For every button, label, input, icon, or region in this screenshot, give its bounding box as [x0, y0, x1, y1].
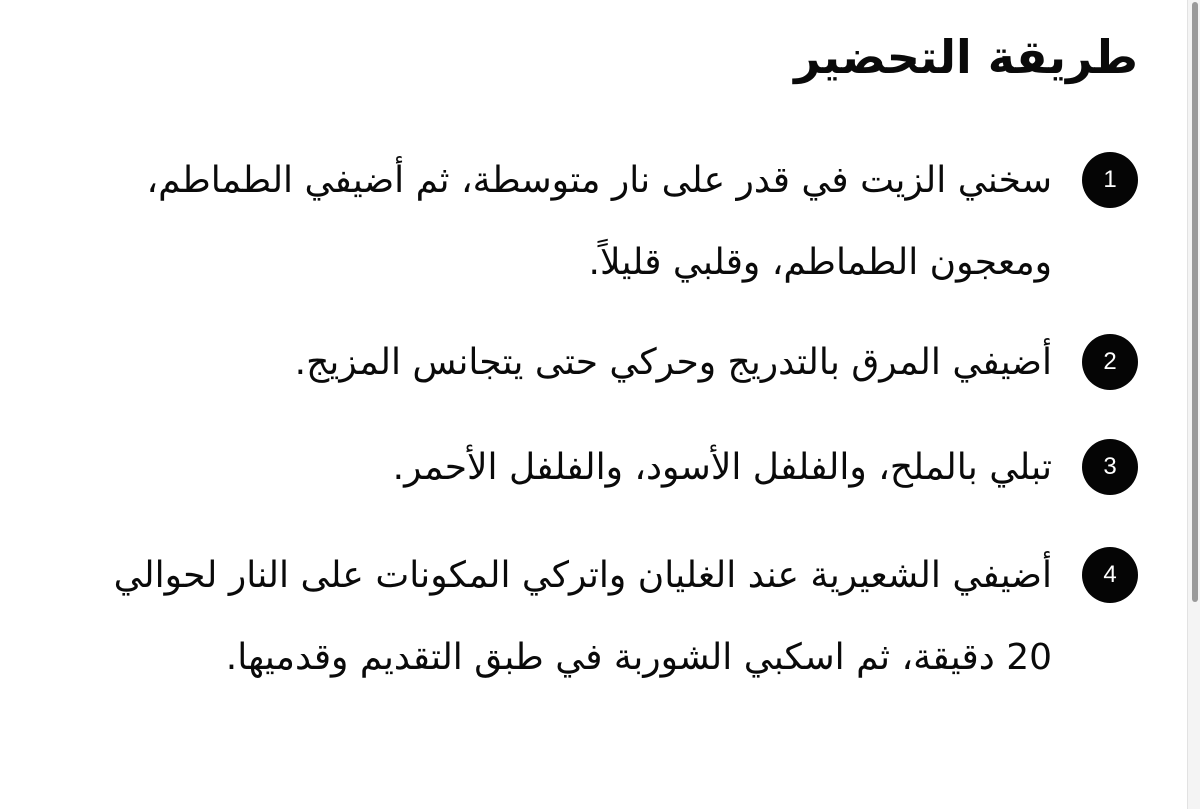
- step-number-badge: 1: [1082, 152, 1138, 208]
- step-number-badge: 3: [1082, 439, 1138, 495]
- step-number-badge: 4: [1082, 547, 1138, 603]
- vertical-scrollbar[interactable]: [1187, 0, 1200, 809]
- step-text: أضيفي الشعيرية عند الغليان واتركي المكونات على النار لحوالي 20 دقيقة، ثم اسكبي الشوربة في طبق التقديم وقدميها.: [113, 555, 1052, 678]
- step-text: سخني الزيت في قدر على نار متوسطة، ثم أضيفي الطماطم، ومعجون الطماطم، وقلبي قليلاً.: [146, 160, 1052, 283]
- step-item: [108, 334, 1138, 404]
- step-number-badge: 2: [1082, 334, 1138, 390]
- step-text: تبلي بالملح، والفلفل الأسود، والفلفل الأحمر.: [392, 447, 1052, 488]
- scrollbar-thumb[interactable]: [1192, 2, 1198, 602]
- step-item: [108, 547, 1138, 699]
- step-item: [108, 152, 1138, 304]
- step-text: أضيفي المرق بالتدريج وحركي حتى يتجانس المزيج.: [294, 342, 1052, 383]
- section-title: طريقة التحضير: [794, 30, 1138, 84]
- step-item: [108, 439, 1138, 509]
